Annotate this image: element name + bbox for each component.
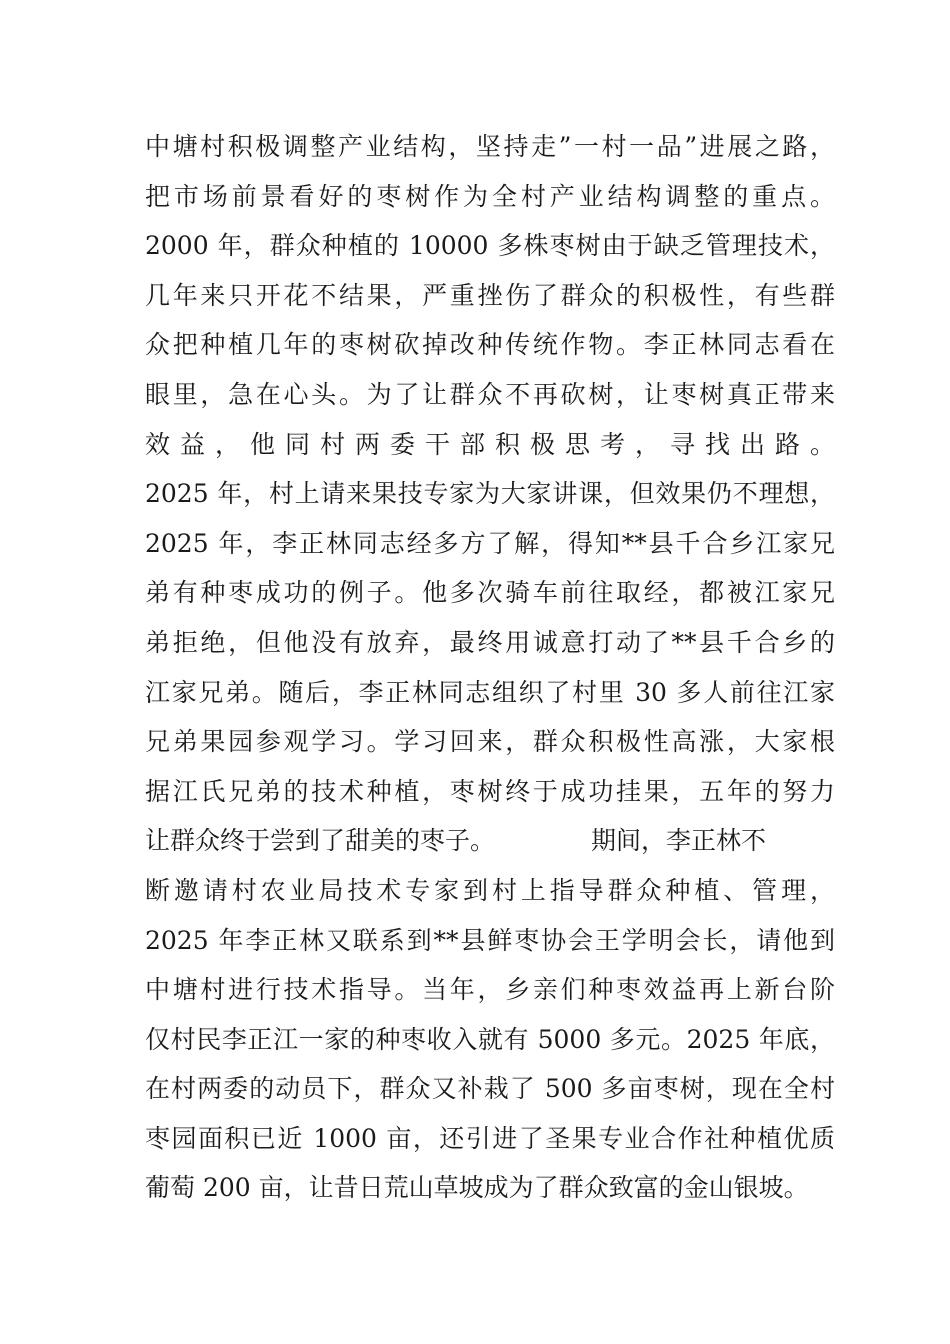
- text-line: 几年来只开花不结果，严重挫伤了群众的积极性，有些群: [145, 280, 835, 310]
- text-line: 2025 年李正林又联系到**县鲜枣协会王学明会长，请他到: [145, 925, 835, 955]
- text-line: 江家兄弟。随后，李正林同志组织了村里 30 多人前往江家: [145, 677, 835, 707]
- text-line-part: 期间，李正林不: [591, 826, 767, 856]
- text-line: 2025 年，李正林同志经多方了解，得知**县千合乡江家兄: [145, 528, 835, 558]
- text-line: 众把种植几年的枣树砍掉改种传统作物。李正林同志看在: [145, 330, 835, 360]
- text-line: 葡萄 200 亩，让昔日荒山草坡成为了群众致富的金山银坡。: [145, 1173, 809, 1203]
- text-line: 中塘村进行技术指导。当年，乡亲们种枣效益再上新台阶: [145, 975, 835, 1005]
- text-line: 断邀请村农业局技术专家到村上指导群众种植、管理，: [145, 875, 835, 905]
- text-line: 仅村民李正江一家的种枣收入就有 5000 多元。2025 年底，: [145, 1024, 835, 1054]
- text-line: 据江氏兄弟的技术种植，枣树终于成功挂果，五年的努力: [145, 776, 835, 806]
- text-line: 在村两委的动员下，群众又补栽了 500 多亩枣树，现在全村: [145, 1074, 835, 1104]
- text-line: 弟有种枣成功的例子。他多次骑车前往取经，都被江家兄: [145, 578, 835, 608]
- text-line: 中塘村积极调整产业结构，坚持走”一村一品”进展之路，: [145, 132, 835, 161]
- text-line: 2025 年，村上请来果技专家为大家讲课，但效果仍不理想，: [145, 479, 835, 509]
- body-paragraph: [145, 122, 835, 1213]
- text-line: 把市场前景看好的枣树作为全村产业结构调整的重点。: [145, 181, 835, 211]
- text-line: 弟拒绝，但他没有放弃，最终用诚意打动了**县千合乡的: [145, 627, 835, 657]
- text-line: 2000 年，群众种植的 10000 多株枣树由于缺乏管理技术，: [145, 231, 835, 261]
- text-line: 枣园面积已近 1000 亩，还引进了圣果专业合作社种植优质: [145, 1123, 835, 1153]
- text-line-part: 让群众终于尝到了甜美的枣子。: [145, 826, 496, 856]
- text-line: 兄弟果园参观学习。学习回来，群众积极性高涨，大家根: [145, 727, 835, 757]
- text-line: 眼里，急在心头。为了让群众不再砍树，让枣树真正带来: [145, 379, 835, 409]
- text-line-split: [145, 816, 835, 866]
- text-line: 效益，他同村两委干部积极思考，寻找出路。: [145, 429, 835, 459]
